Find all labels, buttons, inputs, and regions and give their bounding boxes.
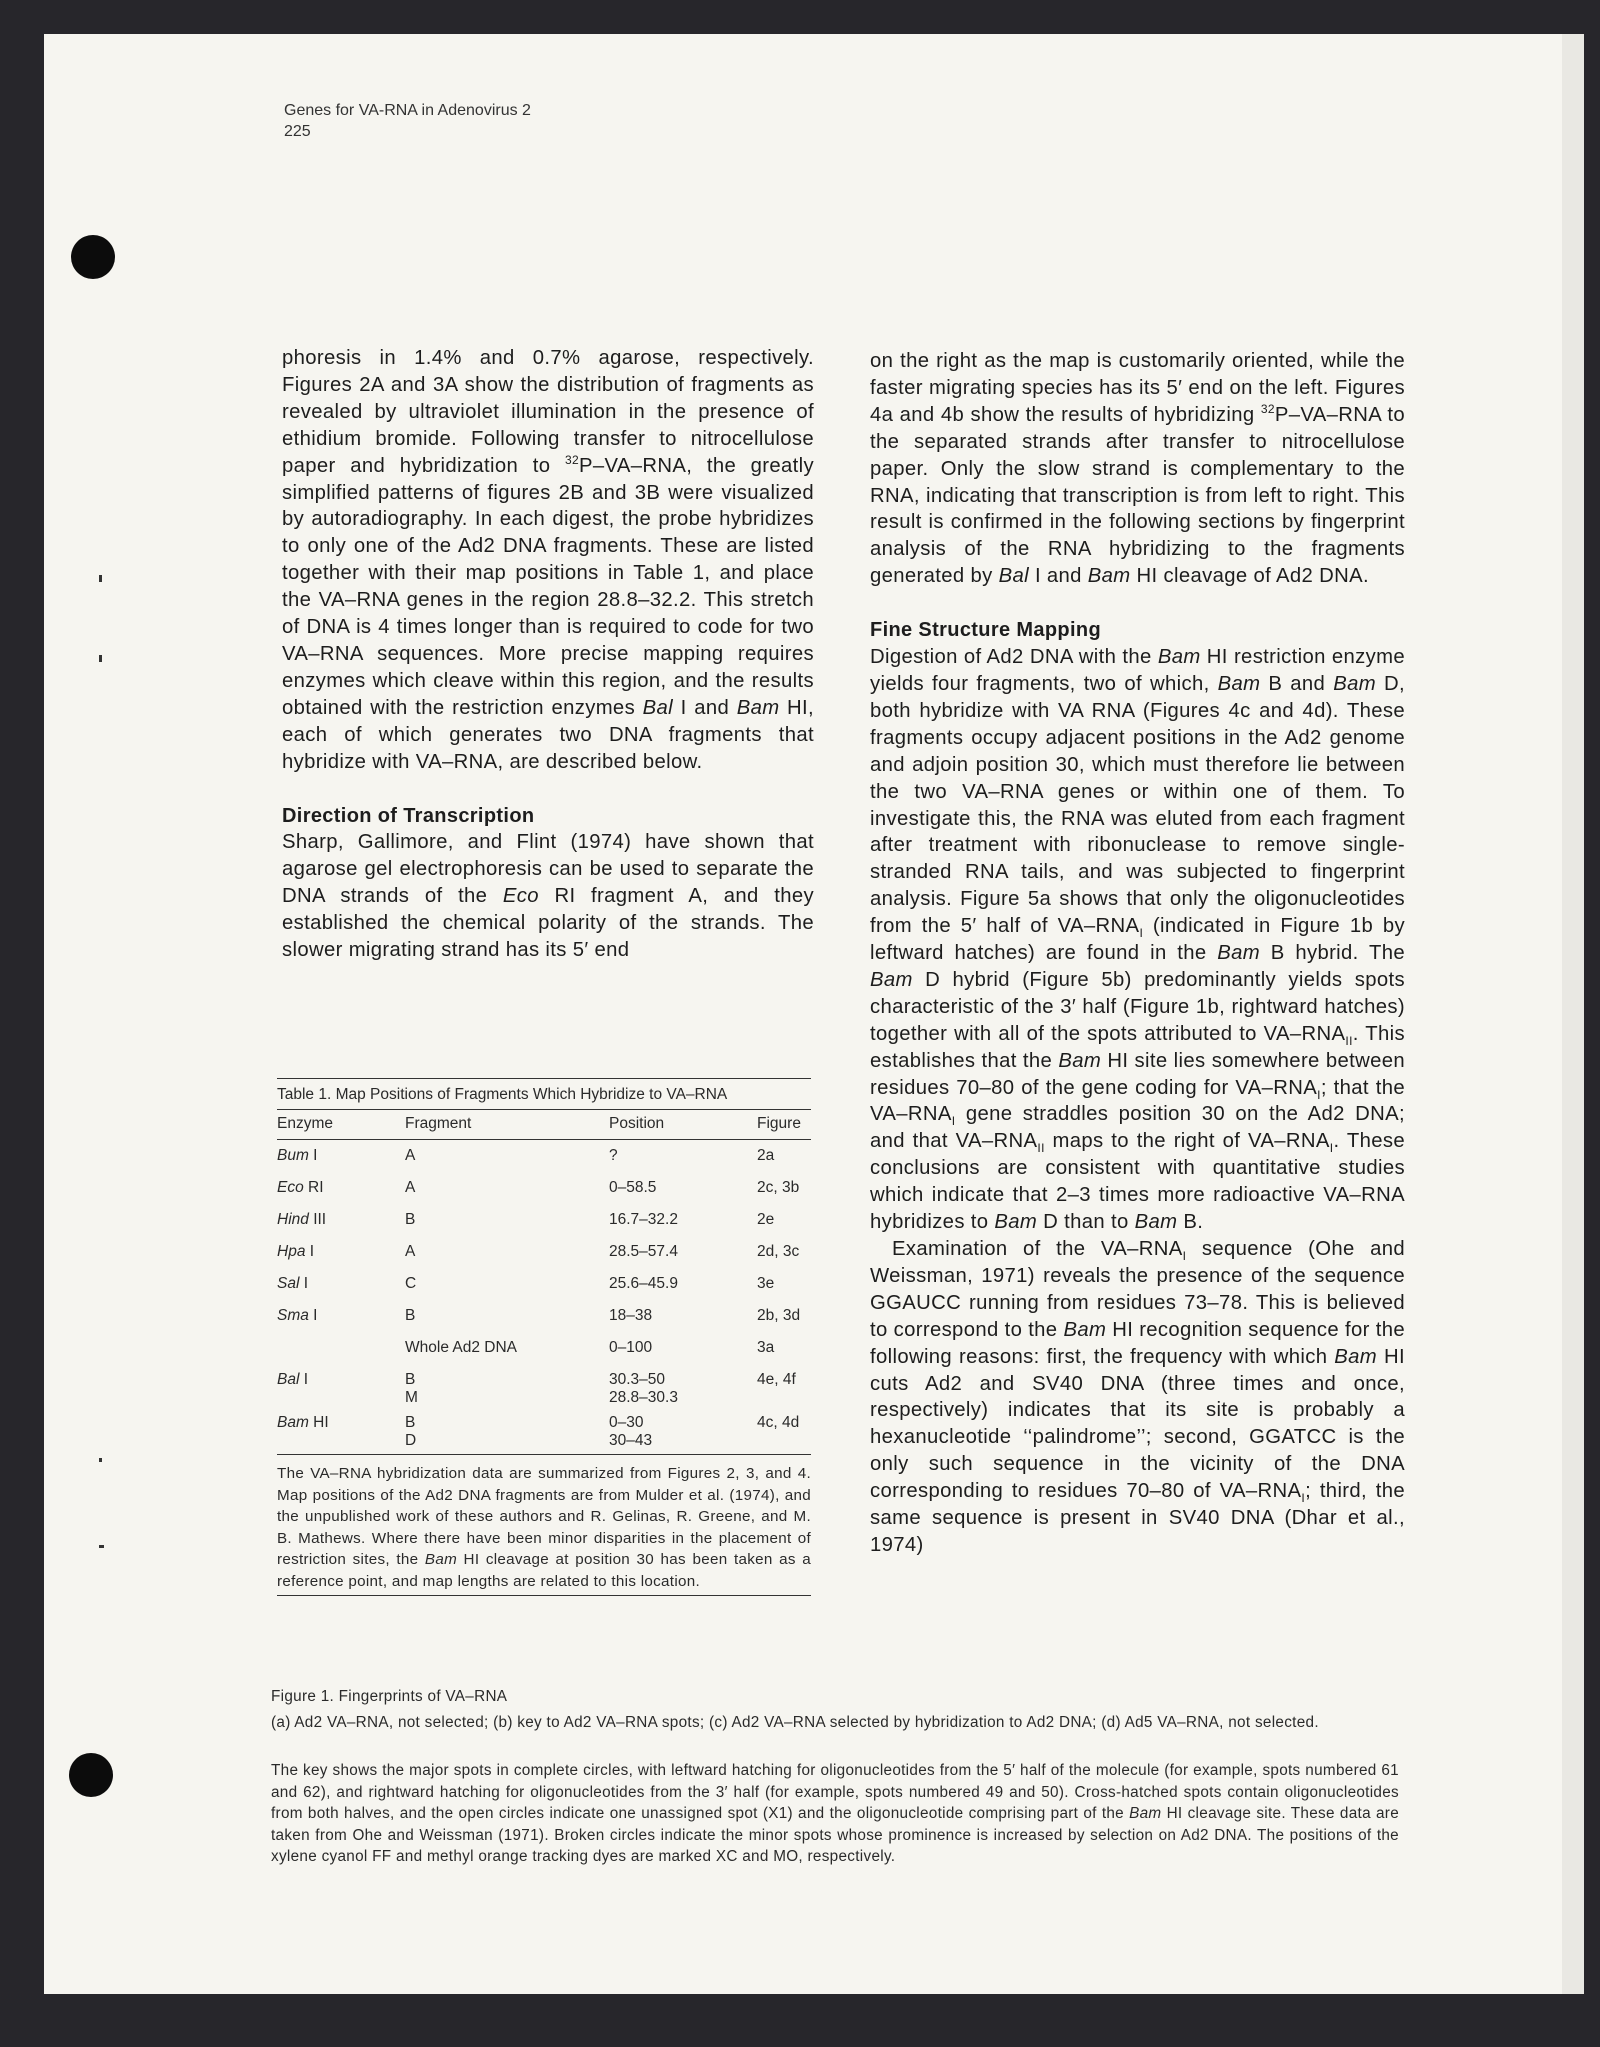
cell-position: 0–58.5 bbox=[609, 1179, 657, 1196]
cell-fragment: B M bbox=[405, 1371, 418, 1406]
section-heading: Direction of Transcription bbox=[282, 804, 535, 827]
table-header-row bbox=[277, 1109, 811, 1140]
cell-enzyme: Bam HI bbox=[277, 1414, 329, 1431]
column-header: Figure bbox=[757, 1115, 801, 1132]
margin-mark bbox=[99, 655, 102, 662]
cell-figure: 2b, 3d bbox=[757, 1307, 801, 1324]
cell-position: 16.7–32.2 bbox=[609, 1211, 678, 1228]
cell-figure: 2d, 3c bbox=[757, 1243, 800, 1260]
column-header: Position bbox=[609, 1115, 665, 1132]
left-column bbox=[282, 345, 814, 964]
table-row bbox=[277, 1236, 811, 1268]
table-1 bbox=[277, 1078, 811, 1596]
cell-figure: 3a bbox=[757, 1339, 775, 1356]
running-header bbox=[284, 100, 531, 142]
table-footnote: The VA–RNA hybridization data are summarized from Figures 2, 3, and 4. Map positions of the Ad2 DNA fragments are from Mulder et al. (1974), and the unpublished work of these authors and R. Gelinas, R. Greene, and M. B. Mathews. Where there have been minor disparities in the placement of restriction sites, the Bam HI cleavage at position 30 has been taken as a reference point, and map lengths are related to this location. bbox=[277, 1454, 811, 1595]
table-row bbox=[277, 1407, 811, 1450]
cell-fragment: A bbox=[405, 1147, 416, 1164]
paragraph: Examination of the $VA-RNA_I$ sequence (Ohe and Weissman, 1971) reveals the presence of the sequence GGAUCC running from residues 73–78. This is believed to correspond to the Bam HI recognition sequence for the following reasons: first, the frequency with which Bam HI cuts Ad2 and SV40 DNA (three times and once, respectively) indicates that its site is probably a hexanucleotide ‘‘palindrome’’; second, GGATCC is the only such sequence in the vicinity of the DNA corresponding to residues 70–80 of $VA-RNA_I$; third, the same sequence is present in SV40 DNA (Dhar et al., 1974) bbox=[870, 1238, 1406, 1556]
table-row bbox=[277, 1300, 811, 1332]
table-row bbox=[277, 1140, 811, 1172]
figure-caption-title: Figure 1. Fingerprints of VA–RNA bbox=[271, 1688, 508, 1705]
paragraph: phoresis in 1.4% and 0.7% agarose, respectively. Figures 2A and 3A show the distribution of fragments as revealed by ultraviolet illumination in the presence of ethidium bromide. Following transfer to nitrocellulose paper and hybridization to $^{32}$P–VA–RNA, the greatly simplified patterns of figures 2B and 3B were visualized by autoradiography. In each digest, the probe hybridizes to only one of the Ad2 DNA fragments. These are listed together with their map positions in Table 1, and place the VA–RNA genes in the region 28.8–32.2. This stretch of DNA is 4 times longer than is required to code for two VA–RNA sequences. More precise mapping requires enzymes which cleave within this region, and the results obtained with the restriction enzymes Bal I and Bam HI, each of which generates two DNA fragments that hybridize with VA–RNA, are described below. bbox=[282, 347, 815, 773]
cell-enzyme: Hpa I bbox=[277, 1243, 315, 1260]
cell-enzyme: Bal I bbox=[277, 1371, 309, 1388]
cell-position: 0–100 bbox=[609, 1339, 653, 1356]
cell-enzyme: Bum I bbox=[277, 1147, 318, 1164]
cell-figure: 3e bbox=[757, 1275, 775, 1292]
cell-fragment: A bbox=[405, 1243, 416, 1260]
cell-enzyme: Sma I bbox=[277, 1307, 318, 1324]
cell-enzyme: Eco RI bbox=[277, 1179, 324, 1196]
table-body bbox=[277, 1140, 811, 1450]
column-header: Enzyme bbox=[277, 1115, 333, 1132]
cell-position: 0–30 30–43 bbox=[609, 1414, 653, 1449]
binder-hole-top-icon bbox=[71, 235, 115, 279]
section-heading: Fine Structure Mapping bbox=[870, 619, 1102, 642]
page-number: 225 bbox=[284, 123, 311, 140]
cell-position: 28.5–57.4 bbox=[609, 1243, 678, 1260]
cell-figure: 2c, 3b bbox=[757, 1179, 800, 1196]
paragraph: on the right as the map is customarily oriented, while the faster migrating species has its 5′ end on the left. Figures 4a and 4b show the results of hybridizing $^{32}$P–VA–RNA to the separated strands after transfer to nitrocellulose paper. Only the slow strand is complementary to the RNA, indicating that transcription is from left to right. This result is confirmed in the following sections by fingerprint analysis of the RNA hybridizing to the fragments generated by Bal I and Bam HI cleavage of Ad2 DNA. bbox=[870, 350, 1405, 588]
cell-fragment: B bbox=[405, 1307, 416, 1324]
cell-figure: 2a bbox=[757, 1147, 775, 1164]
paragraph: Digestion of Ad2 DNA with the Bam HI restriction enzyme yields four fragments, two of which, Bam B and Bam D, both hybridize with VA RNA (Figures 4c and 4d). These fragments occupy adjacent positions in the Ad2 genome and adjoin position 30, which must therefore lie between the two VA–RNA genes or within one of them. To investigate this, the RNA was eluted from each fragment after treatment with ribonuclease to remove single-stranded RNA tails, and was subjected to fingerprint analysis. Figure 5a shows that only the oligonucleotides from the 5′ half of $VA-RNA_I$ (indicated in Figure 1b by leftward hatches) are found in the Bam B hybrid. The Bam D hybrid (Figure 5b) predominantly yields spots characteristic of the 3′ half (Figure 1b, rightward hatches) together with all of the spots attributed to $VA-RNA_{II}$. This establishes that the Bam HI site lies somewhere between residues 70–80 of the gene coding for $VA-RNA_I$; that the $VA-RNA_I$ gene straddles position 30 on the Ad2 DNA; and that $VA-RNA_{II}$ maps to the right of $VA-RNA_I$. These conclusions are consistent with quantitative studies which indicate that 2–3 times more radioactive VA–RNA hybridizes to Bam D than to Bam B. bbox=[870, 646, 1406, 1234]
table-row bbox=[277, 1364, 811, 1407]
figure-caption-panels: (a) Ad2 VA–RNA, not selected; (b) key to Ad2 VA–RNA spots; (c) Ad2 VA–RNA selected by hybridization to Ad2 DNA; (d) Ad5 VA–RNA, not selected. bbox=[271, 1714, 1319, 1731]
table-title: Table 1. Map Positions of Fragments Which Hybridize to VA–RNA bbox=[277, 1086, 728, 1103]
table-row bbox=[277, 1268, 811, 1300]
cell-position: 25.6–45.9 bbox=[609, 1275, 678, 1292]
cell-figure: 2e bbox=[757, 1211, 775, 1228]
margin-mark bbox=[99, 1545, 104, 1548]
cell-fragment: B D bbox=[405, 1414, 417, 1449]
margin-mark bbox=[99, 575, 102, 582]
cell-figure: 4e, 4f bbox=[757, 1371, 796, 1388]
table-row bbox=[277, 1172, 811, 1204]
cell-fragment: B bbox=[405, 1211, 416, 1228]
page-edge bbox=[1562, 34, 1584, 1994]
cell-position: 18–38 bbox=[609, 1307, 653, 1324]
cell-figure: 4c, 4d bbox=[757, 1414, 800, 1431]
margin-mark bbox=[99, 1458, 102, 1462]
cell-position: ? bbox=[609, 1147, 618, 1164]
binder-hole-bottom-icon bbox=[69, 1753, 113, 1797]
cell-enzyme bbox=[277, 1339, 405, 1364]
table-row bbox=[277, 1204, 811, 1236]
cell-fragment: A bbox=[405, 1179, 416, 1196]
cell-fragment: C bbox=[405, 1275, 417, 1292]
cell-position: 30.3–50 28.8–30.3 bbox=[609, 1371, 678, 1406]
cell-enzyme: Hind III bbox=[277, 1211, 327, 1228]
column-header: Fragment bbox=[405, 1115, 472, 1132]
right-column bbox=[870, 348, 1405, 1559]
paragraph: Sharp, Gallimore, and Flint (1974) have shown that agarose gel electrophoresis can be used to separate the DNA strands of the Eco RI fragment A, and they established the chemical polarity of the strands. The slower migrating strand has its 5′ end bbox=[282, 831, 814, 962]
table-row bbox=[277, 1332, 811, 1364]
cell-enzyme: Sal I bbox=[277, 1275, 309, 1292]
running-title: Genes for VA-RNA in Adenovirus 2 bbox=[284, 102, 531, 119]
cell-fragment: Whole Ad2 DNA bbox=[405, 1339, 517, 1356]
figure-caption-key: The key shows the major spots in complete circles, with leftward hatching for oligonucleotides from the 5′ half of the molecule (for example, spots numbered 61 and 62), and rightward hatching for oligonucleotides from the 3′ half (for example, spots numbered 49 and 50). Cross-hatched spots contain oligonucleotides from both halves, and the open circles indicate one unassigned spot (X1) and the oligonucleotide comprising part of the Bam HI cleavage site. These data are taken from Ohe and Weissman (1971). Broken circles indicate the minor spots whose prominence is increased by selection on Ad2 DNA. The positions of the xylene cyanol FF and methyl orange tracking dyes are marked XC and MO, respectively. bbox=[271, 1762, 1400, 1865]
